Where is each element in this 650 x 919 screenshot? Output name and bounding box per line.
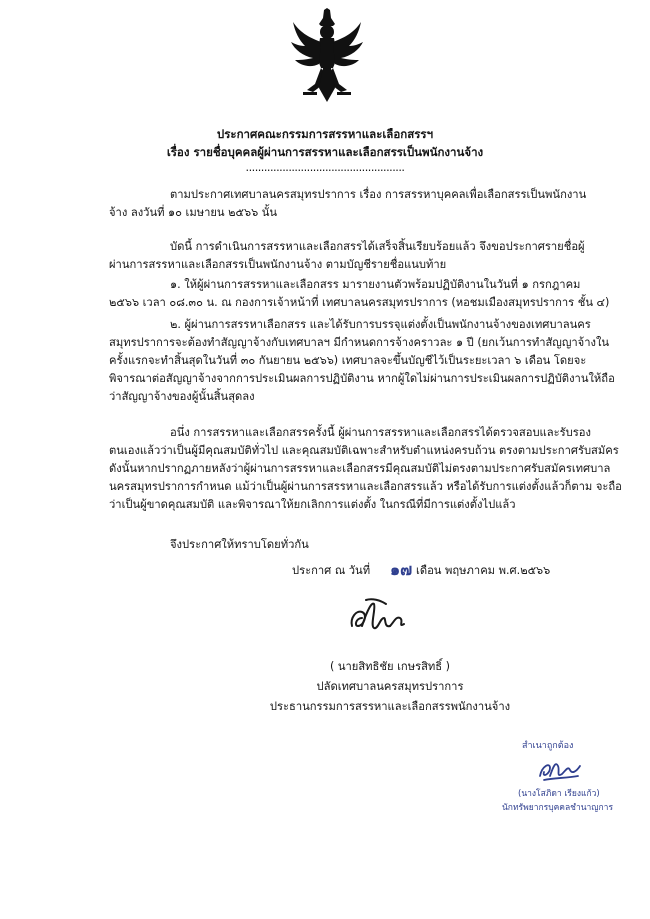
item-1-line-1: ๑. ให้ผู้ผ่านการสรรหาและเลือกสรร มารายงานตัวพร้อมปฏิบัติงานในวันที่ ๑ กรกฎาคม	[170, 278, 581, 291]
announce-date-suffix: เดือน พฤษภาคม พ.ศ.๒๕๖๖	[416, 564, 551, 577]
item-2-line-1: ๒. ผู้ผ่านการสรรหาเลือกสรร และได้รับการบรรจุแต่งตั้งเป็นพนักงานจ้างของเทศบาลนคร	[170, 318, 591, 331]
paragraph-1-line-1: ตามประกาศเทศบาลนครสมุทรปราการ เรื่อง การสรรหาบุคคลเพื่อเลือกสรรเป็นพนักงาน	[170, 188, 587, 201]
announce-date-prefix: ประกาศ ณ วันที่	[292, 564, 371, 577]
certified-copy-stamp: สำเนาถูกต้อง	[522, 741, 574, 751]
signatory-position-1: ปลัดเทศบาลนครสมุทรปราการ	[316, 680, 464, 693]
certifier-signature-icon	[536, 756, 584, 784]
certifier-name: (นางโสภิดา เรียงแก้ว)	[518, 789, 600, 799]
certifier-position: นักทรัพยากรบุคคลชำนาญการ	[502, 803, 614, 813]
signature-mark-icon	[346, 596, 410, 640]
signatory-position-2: ประธานกรรมการสรรหาและเลือกสรรพนักงานจ้าง	[269, 700, 511, 713]
paragraph-2-line-1: บัดนี้ การดำเนินการสรรหาและเลือกสรรได้เสร็จสิ้นเรียบร้อยแล้ว จึงขอประกาศรายชื่อผู้	[170, 240, 585, 253]
paragraph-3-line-4: นครสมุทรปราการกำหนด แม้ว่าเป็นผู้ผ่านการสรรหาและเลือกสรรแล้ว หรือได้รับการแต่งตั้งแล้วก็ตาม จะถือ	[109, 480, 622, 493]
paragraph-3-line-3: ดังนั้นหากปรากฏภายหลังว่าผู้ผ่านการสรรหาและเลือกสรรมีคุณสมบัติไม่ตรงตามประกาศรับสมัครเทศบาล	[109, 462, 611, 475]
paragraph-2-line-2: ผ่านการสรรหาและเลือกสรรเป็นพนักงานจ้าง ตามบัญชีรายชื่อแนบท้าย	[109, 258, 447, 271]
closing-line: จึงประกาศให้ทราบโดยทั่วกัน	[170, 538, 309, 551]
paragraph-1-line-2: จ้าง ลงวันที่ ๑๐ เมษายน ๒๕๖๖ นั้น	[109, 206, 278, 219]
signatory-name: ( นายสิทธิชัย เกษรสิทธิ์ )	[329, 660, 451, 673]
paragraph-3-line-1: อนึ่ง การสรรหาและเลือกสรรครั้งนี้ ผู้ผ่านการสรรหาและเลือกสรรได้ตรวจสอบและรับรอง	[170, 426, 591, 439]
item-1-line-2: ๒๕๖๖ เวลา ๐๘.๓๐ น. ณ กองการเจ้าหน้าที่ เทศบาลนครสมุทรปราการ (หอชมเมืองสมุทรปราการ ชั้น ๔)	[109, 296, 610, 309]
item-2-line-3: ครั้งแรกจะทำสิ้นสุดในวันที่ ๓๐ กันยายน ๒๕๖๖) เทศบาลจะขึ้นบัญชีไว้เป็นระยะเวลา ๖ เดือน โดยจะ	[109, 354, 587, 367]
item-2-line-4: พิจารณาต่อสัญญาจ้างจากการประเมินผลการปฏิบัติงาน หากผู้ใดไม่ผ่านการประเมินผลการปฏิบัติงานให้ถือ	[109, 372, 615, 385]
header-divider: ....................................................	[245, 161, 405, 174]
garuda-emblem-icon	[291, 8, 363, 104]
announcement-title: ประกาศคณะกรรมการสรรหาและเลือกสรรฯ	[216, 127, 434, 141]
item-2-line-2: สมุทรปราการจะต้องทำสัญญาจ้างกับเทศบาลฯ มีกำหนดการจ้างคราวละ ๑ ปี (ยกเว้นการทำสัญญาจ้างใน	[109, 336, 610, 349]
paragraph-3-line-2: ตนเองแล้วว่าเป็นผู้มีคุณสมบัติทั่วไป และคุณสมบัติเฉพาะสำหรับตำแหน่งครบถ้วน ตรงตามประกาศรับสมัคร	[109, 444, 619, 457]
announcement-subject: เรื่อง รายชื่อบุคคลผู้ผ่านการสรรหาและเลือกสรรเป็นพนักงานจ้าง	[166, 145, 484, 159]
paragraph-3-line-5: ว่าเป็นผู้ขาดคุณสมบัติ และพิจารณาให้ยกเลิกการแต่งตั้ง ในกรณีที่มีการแต่งตั้งไปแล้ว	[109, 498, 516, 511]
item-2-line-5: ว่าสัญญาจ้างของผู้นั้นสิ้นสุดลง	[109, 390, 255, 403]
announce-date-day: ๑๗	[390, 560, 413, 579]
